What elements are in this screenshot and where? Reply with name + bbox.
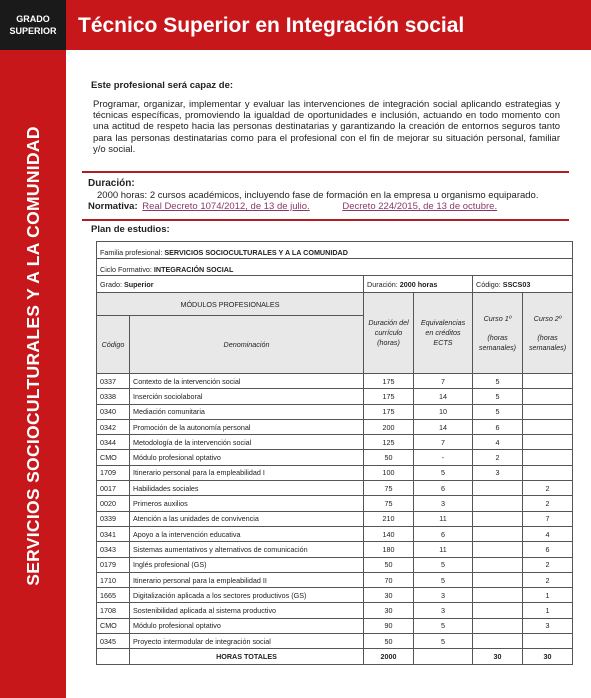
- code-cell: 0017: [97, 481, 130, 496]
- module-row: [97, 496, 573, 511]
- modulos-header: MÓDULOS PROFESIONALES: [97, 293, 364, 316]
- code-cell: 1709: [97, 465, 130, 480]
- hours-cell: 30: [364, 603, 414, 618]
- curso2-cell: 2: [523, 496, 573, 511]
- totals-label: HORAS TOTALES: [130, 649, 364, 664]
- ects-cell: 5: [414, 634, 473, 649]
- curso2-cell: [523, 374, 573, 389]
- totals-curso2: 30: [523, 649, 573, 664]
- name-cell: Apoyo a la intervención educativa: [130, 526, 364, 541]
- curso1-cell: [473, 526, 523, 541]
- name-cell: Módulo profesional optativo: [130, 618, 364, 633]
- hours-cell: 30: [364, 588, 414, 603]
- module-row: [97, 435, 573, 450]
- familia-label: Familia profesional:: [100, 247, 163, 257]
- code-cell: 0345: [97, 634, 130, 649]
- module-row: [97, 572, 573, 587]
- competence-paragraph: Programar, organizar, implementar y evaluar las intervenciones de integración social aplicando estrategias y técnicas específicas, promoviendo la igualdad de oportunidades e inclusión, actuando en todo momento con una actitud de respeto hacia las personas destinatarias y garantizando la creación de entornos seguros tanto para las personas destinatarias como para el profesional con el fin de mejorar su situación personal, familiar y/o social.: [93, 99, 560, 155]
- curso2-cell: 1: [523, 603, 573, 618]
- hours-cell: 200: [364, 419, 414, 434]
- code-cell: 0341: [97, 526, 130, 541]
- name-cell: Sostenibilidad aplicada al sistema productivo: [130, 603, 364, 618]
- curso1-cell: 4: [473, 435, 523, 450]
- name-cell: Inserción sociolaboral: [130, 389, 364, 404]
- module-row: [97, 603, 573, 618]
- name-cell: Mediación comunitaria: [130, 404, 364, 419]
- codigo-header: Código: [97, 316, 130, 374]
- curso1-cell: 5: [473, 404, 523, 419]
- module-row: [97, 404, 573, 419]
- name-cell: Promoción de la autonomía personal: [130, 419, 364, 434]
- ects-cell: 6: [414, 526, 473, 541]
- code-cell: 1665: [97, 588, 130, 603]
- curso1-cell: 6: [473, 419, 523, 434]
- name-cell: Metodología de la intervención social: [130, 435, 364, 450]
- name-cell: Primeros auxilios: [130, 496, 364, 511]
- module-row: [97, 419, 573, 434]
- ects-cell: 5: [414, 465, 473, 480]
- curso1-subtitle: (horas semanales): [478, 332, 517, 352]
- code-cell: 1710: [97, 572, 130, 587]
- hours-cell: 100: [364, 465, 414, 480]
- ects-cell: 3: [414, 603, 473, 618]
- plan-heading: Plan de estudios:: [91, 224, 170, 235]
- curso2-header: [523, 293, 573, 374]
- module-row: [97, 481, 573, 496]
- familia-value: SERVICIOS SOCIOCULTURALES Y A LA COMUNIDAD: [164, 247, 348, 257]
- name-cell: Proyecto intermodular de integración social: [130, 634, 364, 649]
- hours-cell: 70: [364, 572, 414, 587]
- ciclo-row: [97, 259, 573, 276]
- module-row: [97, 374, 573, 389]
- header-row-1: [97, 293, 573, 316]
- duracion-value: 2000 horas: [399, 279, 438, 289]
- curso2-cell: 1: [523, 588, 573, 603]
- code-cell: CMO: [97, 618, 130, 633]
- curso1-cell: [473, 634, 523, 649]
- name-cell: Inglés profesional (GS): [130, 557, 364, 572]
- ects-cell: 11: [414, 542, 473, 557]
- ects-cell: 5: [414, 572, 473, 587]
- hours-cell: 175: [364, 389, 414, 404]
- curso1-cell: [473, 557, 523, 572]
- name-cell: Módulo profesional optativo: [130, 450, 364, 465]
- name-cell: Contexto de la intervención social: [130, 374, 364, 389]
- normativa-link-decreto[interactable]: Decreto 224/2015, de 13 de octubre.: [342, 201, 498, 212]
- module-row: [97, 588, 573, 603]
- module-row: [97, 634, 573, 649]
- curso1-cell: [473, 588, 523, 603]
- curso1-cell: [473, 542, 523, 557]
- ects-cell: 7: [414, 374, 473, 389]
- curso2-cell: [523, 404, 573, 419]
- hours-cell: 125: [364, 435, 414, 450]
- ects-cell: 14: [414, 389, 473, 404]
- name-cell: Habilidades sociales: [130, 481, 364, 496]
- curso1-cell: [473, 572, 523, 587]
- code-cell: 0338: [97, 389, 130, 404]
- curso2-cell: [523, 389, 573, 404]
- hours-cell: 140: [364, 526, 414, 541]
- ects-cell: 14: [414, 419, 473, 434]
- grade-badge: [0, 0, 66, 50]
- curso1-cell: [473, 496, 523, 511]
- duration-text: 2000 horas: 2 cursos académicos, incluyendo fase de formación en la empresa u organismo equiparado.: [97, 190, 539, 201]
- name-cell: Itinerario personal para la empleabilidad II: [130, 572, 364, 587]
- ects-cell: 6: [414, 481, 473, 496]
- ects-header: Equivalencias en créditos ECTS: [414, 293, 473, 374]
- code-cell: 0020: [97, 496, 130, 511]
- hours-cell: 75: [364, 496, 414, 511]
- ciclo-value: INTEGRACIÓN SOCIAL: [153, 264, 234, 274]
- code-cell: 0337: [97, 374, 130, 389]
- curso2-cell: 2: [523, 481, 573, 496]
- hours-cell: 75: [364, 481, 414, 496]
- duracion-header: Duración del currículo (horas): [364, 293, 414, 374]
- curso1-cell: [473, 481, 523, 496]
- divider-top: [82, 171, 569, 173]
- normativa-line: [88, 201, 497, 212]
- curso2-cell: 4: [523, 526, 573, 541]
- module-row: [97, 511, 573, 526]
- curso2-title: Curso 2º: [533, 313, 562, 323]
- ects-cell: -: [414, 450, 473, 465]
- ciclo-label: Ciclo Formativo:: [100, 264, 152, 274]
- grade-badge-line1: GRADO: [16, 14, 50, 24]
- grado-label: Grado:: [100, 279, 122, 289]
- hours-cell: 50: [364, 634, 414, 649]
- code-cell: 1708: [97, 603, 130, 618]
- curso2-cell: [523, 419, 573, 434]
- name-cell: Atención a las unidades de convivencia: [130, 511, 364, 526]
- hours-cell: 180: [364, 542, 414, 557]
- curso1-title: Curso 1º: [483, 313, 512, 323]
- curso1-cell: 3: [473, 465, 523, 480]
- code-cell: 0339: [97, 511, 130, 526]
- hours-cell: 175: [364, 404, 414, 419]
- ects-cell: 11: [414, 511, 473, 526]
- curso2-cell: 3: [523, 618, 573, 633]
- curso1-cell: 5: [473, 374, 523, 389]
- module-row: [97, 557, 573, 572]
- curso2-cell: 7: [523, 511, 573, 526]
- intro-heading: Este profesional será capaz de:: [91, 80, 234, 91]
- code-cell: 0179: [97, 557, 130, 572]
- hours-cell: 210: [364, 511, 414, 526]
- normativa-link-real-decreto[interactable]: Real Decreto 1074/2012, de 13 de julio.: [142, 201, 310, 212]
- curso2-cell: 6: [523, 542, 573, 557]
- curso2-cell: [523, 465, 573, 480]
- name-cell: Sistemas aumentativos y alternativos de comunicación: [130, 542, 364, 557]
- curso2-cell: [523, 435, 573, 450]
- module-row: [97, 465, 573, 480]
- hours-cell: 50: [364, 450, 414, 465]
- curso1-cell: [473, 511, 523, 526]
- study-plan-table: [96, 241, 573, 665]
- page-title: Técnico Superior en Integración social: [78, 14, 465, 37]
- familia-row: [97, 242, 573, 259]
- name-cell: Digitalización aplicada a los sectores productivos (GS): [130, 588, 364, 603]
- vertical-family-label: SERVICIOS SOCIOCULTURALES Y A LA COMUNIDAD: [23, 126, 43, 586]
- code-cell: 0342: [97, 419, 130, 434]
- curso1-header: [473, 293, 523, 374]
- ects-cell: 3: [414, 588, 473, 603]
- code-cell: 0344: [97, 435, 130, 450]
- totals-spacer: [97, 649, 130, 664]
- grado-row: [97, 276, 573, 293]
- denominacion-header: Denominación: [130, 316, 364, 374]
- ects-cell: 5: [414, 557, 473, 572]
- module-row: [97, 389, 573, 404]
- duracion-label: Duración:: [367, 279, 398, 289]
- curso2-cell: 2: [523, 557, 573, 572]
- code-cell: 0343: [97, 542, 130, 557]
- curso2-subtitle: (horas semanales): [528, 332, 567, 352]
- curso1-cell: [473, 603, 523, 618]
- codigo-label: Código:: [476, 279, 501, 289]
- hours-cell: 50: [364, 557, 414, 572]
- curso2-cell: [523, 450, 573, 465]
- divider-bottom: [82, 219, 569, 221]
- totals-hours: 2000: [364, 649, 414, 664]
- duration-label: Duración:: [88, 178, 135, 189]
- totals-row: [97, 649, 573, 664]
- curso2-cell: [523, 634, 573, 649]
- codigo-value: SSCS03: [502, 279, 531, 289]
- curso1-cell: 5: [473, 389, 523, 404]
- totals-curso1: 30: [473, 649, 523, 664]
- normativa-label: Normativa:: [88, 201, 138, 212]
- curso1-cell: [473, 618, 523, 633]
- code-cell: CMO: [97, 450, 130, 465]
- module-row: [97, 542, 573, 557]
- hours-cell: 175: [364, 374, 414, 389]
- name-cell: Itinerario personal para la empleabilidad I: [130, 465, 364, 480]
- ects-cell: 5: [414, 618, 473, 633]
- curso1-cell: 2: [473, 450, 523, 465]
- curso2-cell: 2: [523, 572, 573, 587]
- grade-badge-line2: SUPERIOR: [9, 26, 57, 36]
- totals-ects: [414, 649, 473, 664]
- grado-value: Superior: [123, 279, 154, 289]
- module-row: [97, 618, 573, 633]
- module-row: [97, 450, 573, 465]
- hours-cell: 90: [364, 618, 414, 633]
- code-cell: 0340: [97, 404, 130, 419]
- ects-cell: 7: [414, 435, 473, 450]
- ects-cell: 3: [414, 496, 473, 511]
- ects-cell: 10: [414, 404, 473, 419]
- module-row: [97, 526, 573, 541]
